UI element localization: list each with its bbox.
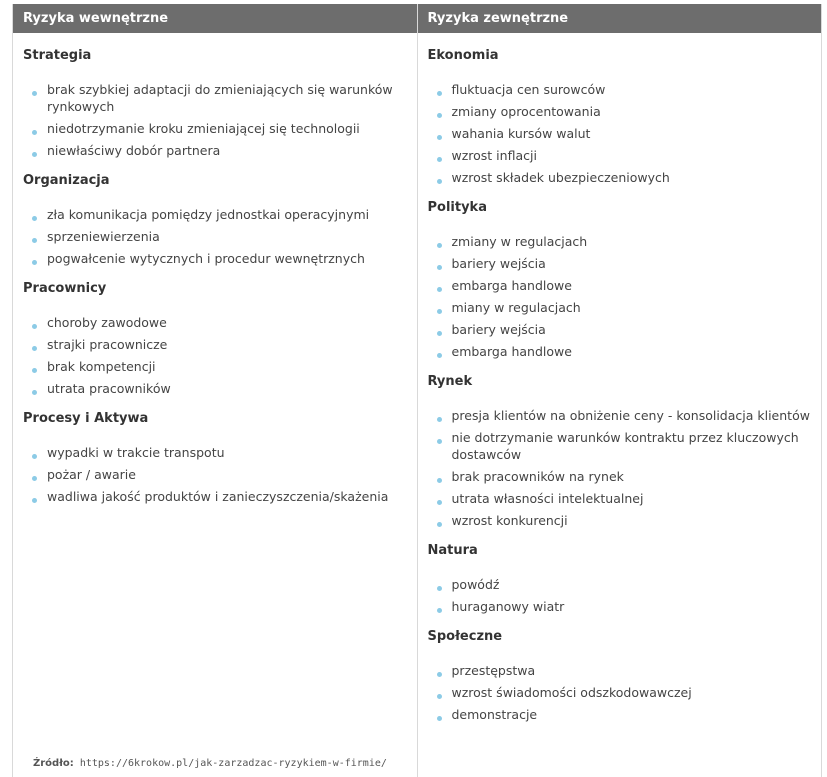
list-item-text: brak szybkiej adaptacji do zmieniających się warunków rynkowych: [47, 82, 393, 114]
list-item-text: choroby zawodowe: [47, 315, 167, 330]
list-item: [428, 576, 812, 593]
risk-section: [23, 281, 407, 397]
bullet-icon: [437, 694, 442, 699]
list-item: [23, 206, 407, 223]
list-item-text: przestępstwa: [451, 663, 536, 678]
list-item-text: wzrost świadomości odszkodowawczej: [451, 685, 692, 700]
bullet-icon: [32, 216, 37, 221]
section-title: Strategia: [23, 48, 92, 63]
risk-list: [428, 233, 812, 360]
list-item: [23, 488, 407, 505]
list-item-text: embarga handlowe: [451, 344, 572, 359]
list-item-text: brak pracowników na rynek: [451, 469, 624, 484]
internal-risks-column: [13, 4, 418, 777]
section-title: Ekonomia: [427, 48, 499, 63]
bullet-icon: [32, 130, 37, 135]
list-item-text: utrata pracowników: [47, 381, 171, 396]
list-item: [23, 380, 407, 397]
list-item: [23, 250, 407, 267]
list-item: [428, 706, 812, 723]
bullet-icon: [437, 331, 442, 336]
risk-list: [23, 314, 407, 397]
list-item-text: wzrost składek ubezpieczeniowych: [451, 170, 670, 185]
list-item-text: pogwałcenie wytycznych i procedur wewnętrznych: [47, 251, 365, 266]
list-item: [23, 444, 407, 461]
risk-list: [428, 81, 812, 186]
external-risks-body: [418, 33, 822, 723]
external-risks-header: Ryzyka zewnętrzne: [418, 4, 822, 33]
source-url[interactable]: https://6krokow.pl/jak-zarzadzac-ryzykiem-w-firmie/: [79, 758, 387, 769]
risk-list: [23, 81, 407, 159]
source-note: [33, 758, 387, 769]
list-item-text: zmiany w regulacjach: [451, 234, 588, 249]
list-item: [428, 299, 812, 316]
list-item-text: pożar / awarie: [47, 467, 136, 482]
bullet-icon: [32, 152, 37, 157]
list-item-text: embarga handlowe: [451, 278, 572, 293]
list-item: [428, 277, 812, 294]
section-title: Rynek: [427, 374, 473, 389]
list-item-text: wzrost konkurencji: [451, 513, 568, 528]
list-item: [428, 512, 812, 529]
list-item: [23, 142, 407, 159]
list-item: [428, 321, 812, 338]
risk-section: [23, 48, 407, 159]
risk-list: [428, 662, 812, 723]
bullet-icon: [32, 390, 37, 395]
list-item: [428, 684, 812, 701]
list-item: [428, 490, 812, 507]
list-item-text: wadliwa jakość produktów i zanieczyszczenia/skażenia: [47, 489, 389, 504]
bullet-icon: [437, 608, 442, 613]
section-title: Organizacja: [23, 173, 110, 188]
risk-table: [12, 4, 822, 777]
risk-section: [23, 411, 407, 505]
bullet-icon: [32, 91, 37, 96]
bullet-icon: [437, 586, 442, 591]
bullet-icon: [437, 500, 442, 505]
risk-list: [428, 407, 812, 529]
list-item: [428, 103, 812, 120]
list-item-text: fluktuacja cen surowców: [451, 82, 606, 97]
risk-section: [428, 543, 812, 615]
list-item: [23, 358, 407, 375]
list-item-text: niewłaściwy dobór partnera: [47, 143, 221, 158]
list-item-text: miany w regulacjach: [451, 300, 581, 315]
bullet-icon: [437, 135, 442, 140]
internal-risks-header: Ryzyka wewnętrzne: [13, 4, 417, 33]
list-item: [23, 120, 407, 137]
bullet-icon: [437, 265, 442, 270]
list-item: [428, 468, 812, 485]
list-item-text: bariery wejścia: [451, 322, 546, 337]
list-item-text: wzrost inflacji: [451, 148, 537, 163]
bullet-icon: [437, 113, 442, 118]
bullet-icon: [437, 287, 442, 292]
bullet-icon: [437, 716, 442, 721]
bullet-icon: [437, 672, 442, 677]
list-item-text: brak kompetencji: [47, 359, 156, 374]
list-item: [23, 228, 407, 245]
list-item-text: sprzeniewierzenia: [47, 229, 160, 244]
list-item-text: wypadki w trakcie transpotu: [47, 445, 225, 460]
list-item-text: bariery wejścia: [451, 256, 546, 271]
list-item: [428, 407, 812, 424]
section-title: Procesy i Aktywa: [23, 411, 149, 426]
bullet-icon: [437, 439, 442, 444]
list-item: [428, 81, 812, 98]
risk-section: [428, 374, 812, 529]
list-item: [428, 255, 812, 272]
section-title: Społeczne: [427, 629, 503, 644]
bullet-icon: [437, 243, 442, 248]
list-item-text: strajki pracownicze: [47, 337, 168, 352]
list-item-text: presja klientów na obniżenie ceny - konsolidacja klientów: [451, 408, 810, 423]
bullet-icon: [32, 368, 37, 373]
list-item: [428, 169, 812, 186]
bullet-icon: [32, 324, 37, 329]
section-title: Pracownicy: [23, 281, 107, 296]
bullet-icon: [437, 353, 442, 358]
list-item: [428, 147, 812, 164]
section-title: Natura: [427, 543, 478, 558]
list-item: [428, 662, 812, 679]
source-label: Źródło:: [33, 758, 74, 769]
section-title: Polityka: [427, 200, 487, 215]
risk-section: [428, 48, 812, 186]
bullet-icon: [437, 91, 442, 96]
list-item: [428, 598, 812, 615]
list-item-text: powódź: [451, 577, 500, 592]
list-item: [428, 429, 812, 463]
internal-risks-body: [13, 33, 417, 505]
bullet-icon: [437, 179, 442, 184]
bullet-icon: [32, 238, 37, 243]
bullet-icon: [437, 157, 442, 162]
list-item-text: huraganowy wiatr: [451, 599, 565, 614]
risk-section: [428, 200, 812, 360]
bullet-icon: [437, 522, 442, 527]
risk-section: [428, 629, 812, 723]
bullet-icon: [32, 498, 37, 503]
list-item-text: niedotrzymanie kroku zmieniającej się technologii: [47, 121, 360, 136]
list-item: [428, 233, 812, 250]
risk-section: [23, 173, 407, 267]
bullet-icon: [437, 417, 442, 422]
list-item-text: nie dotrzymanie warunków kontraktu przez kluczowych dostawców: [451, 430, 799, 462]
bullet-icon: [437, 309, 442, 314]
list-item: [23, 81, 407, 115]
bullet-icon: [32, 260, 37, 265]
list-item-text: demonstracje: [451, 707, 538, 722]
list-item-text: wahania kursów walut: [451, 126, 591, 141]
list-item-text: zła komunikacja pomiędzy jednostkai operacyjnymi: [47, 207, 370, 222]
bullet-icon: [437, 478, 442, 483]
external-risks-column: [418, 4, 822, 777]
list-item: [23, 336, 407, 353]
list-item: [428, 125, 812, 142]
list-item: [23, 314, 407, 331]
list-item: [428, 343, 812, 360]
risk-list: [23, 444, 407, 505]
bullet-icon: [32, 476, 37, 481]
bullet-icon: [32, 346, 37, 351]
risk-list: [428, 576, 812, 615]
list-item: [23, 466, 407, 483]
bullet-icon: [32, 454, 37, 459]
list-item-text: utrata własności intelektualnej: [451, 491, 644, 506]
list-item-text: zmiany oprocentowania: [451, 104, 601, 119]
risk-list: [23, 206, 407, 267]
